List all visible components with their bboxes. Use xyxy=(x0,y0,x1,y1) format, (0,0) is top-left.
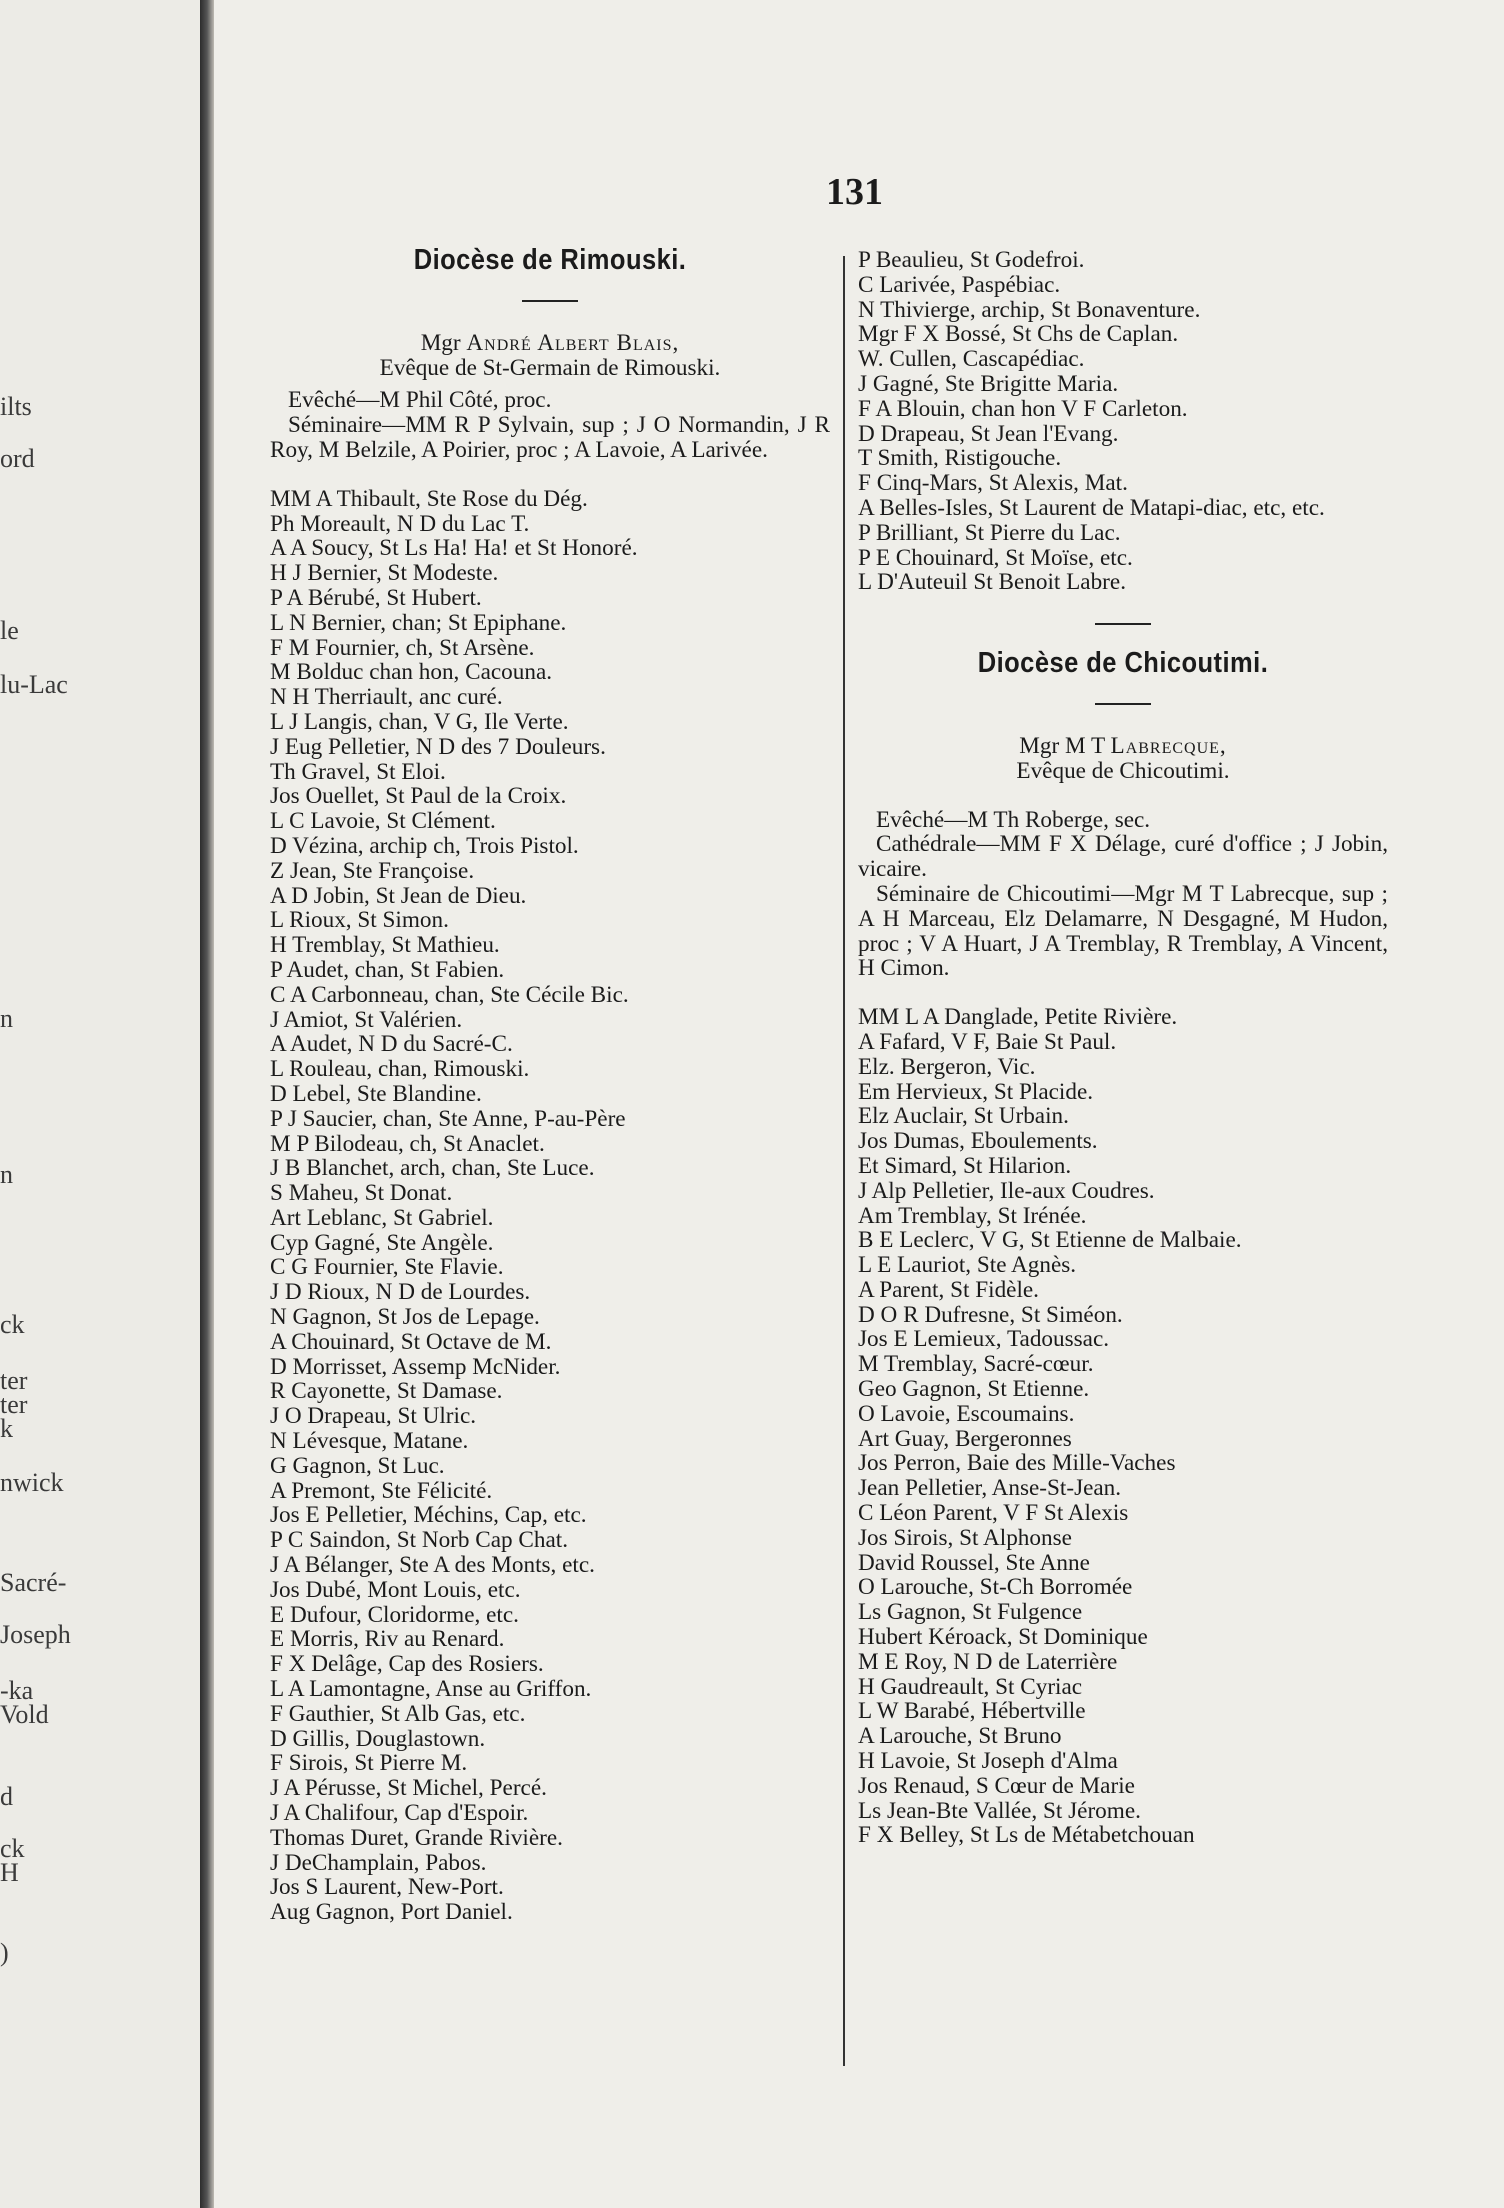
list-item: F Sirois, St Pierre M. xyxy=(270,1750,468,1777)
list-item: L Rouleau, chan, Rimouski. xyxy=(270,1056,530,1083)
list-item: M E Roy, N D de Laterrière xyxy=(858,1648,1118,1675)
margin-fragment: ter xyxy=(0,1390,28,1419)
list-item: D Vézina, archip ch, Trois Pistol. xyxy=(270,832,579,859)
list-item: L A Lamontagne, Anse au Griffon. xyxy=(270,1676,592,1703)
list-item: J DeChamplain, Pabos. xyxy=(270,1849,487,1876)
margin-fragment: Vold xyxy=(0,1700,49,1729)
list-item: H Gaudreault, St Cyriac xyxy=(858,1673,1083,1700)
margin-fragment: ck xyxy=(0,1310,25,1339)
list-item: T Smith, Ristigouche. xyxy=(858,445,1062,472)
list-item: D Drapeau, St Jean l'Evang. xyxy=(858,420,1119,447)
rimouski-seminaire: Séminaire—MM R P Sylvain, sup ; J O Normandin, J R Roy, M Belzile, A Poirier, proc ; A Lavoie, A Larivée. xyxy=(270,412,830,463)
list-item: D Lebel, Ste Blandine. xyxy=(270,1080,482,1107)
list-item: A Audet, N D du Sacré-C. xyxy=(270,1031,513,1058)
list-item: D Morrisset, Assemp McNider. xyxy=(270,1353,561,1380)
list-item: J Gagné, Ste Brigitte Maria. xyxy=(858,370,1119,397)
margin-fragment: ilts xyxy=(0,392,32,421)
list-item: Art Guay, Bergeronnes xyxy=(858,1425,1072,1452)
list-item: David Roussel, Ste Anne xyxy=(858,1549,1090,1576)
margin-fragment: n xyxy=(0,1160,13,1189)
column-divider xyxy=(843,256,845,2066)
list-item: O Lavoie, Escoumains. xyxy=(858,1400,1075,1427)
list-item: H J Bernier, St Modeste. xyxy=(270,560,499,587)
list-item: G Gagnon, St Luc. xyxy=(270,1452,445,1479)
list-item: F Gauthier, St Alb Gas, etc. xyxy=(270,1700,526,1727)
list-item: P Brilliant, St Pierre du Lac. xyxy=(858,519,1121,546)
list-item: M P Bilodeau, ch, St Anaclet. xyxy=(270,1130,545,1157)
list-item: Jos Dumas, Eboulements. xyxy=(858,1128,1098,1155)
list-item: J A Pérusse, St Michel, Percé. xyxy=(270,1775,547,1802)
list-item: L J Langis, chan, V G, Ile Verte. xyxy=(270,708,569,735)
list-item: J Eug Pelletier, N D des 7 Douleurs. xyxy=(270,733,606,760)
margin-fragment: ter xyxy=(0,1366,28,1395)
list-item: F X Delâge, Cap des Rosiers. xyxy=(270,1651,544,1678)
rimouski-clergy-list-continued xyxy=(858,248,1388,595)
list-item: L E Lauriot, Ste Agnès. xyxy=(858,1252,1077,1279)
list-item: Jos Sirois, St Alphonse xyxy=(858,1524,1072,1551)
list-item: M Bolduc chan hon, Cacouna. xyxy=(270,659,553,686)
list-item: Am Tremblay, St Irénée. xyxy=(858,1202,1087,1229)
list-item: F Cinq-Mars, St Alexis, Mat. xyxy=(858,470,1128,497)
chicoutimi-cathedrale: Cathédrale—MM F X Délage, curé d'office ; J Jobin, vicaire. xyxy=(858,831,1388,883)
list-item: P C Saindon, St Norb Cap Chat. xyxy=(270,1527,569,1554)
list-item: P E Chouinard, St Moïse, etc. xyxy=(858,544,1133,571)
list-item: Geo Gagnon, St Etienne. xyxy=(858,1376,1090,1403)
column-left xyxy=(270,244,830,1926)
list-item: Em Hervieux, St Placide. xyxy=(858,1078,1094,1105)
list-item: L W Barabé, Hébertville xyxy=(858,1698,1086,1725)
rimouski-clergy-list xyxy=(270,487,830,1925)
list-item: Jos Ouellet, St Paul de la Croix. xyxy=(270,783,567,810)
chicoutimi-clergy-list xyxy=(858,1005,1388,1848)
list-item: P Beaulieu, St Godefroi. xyxy=(858,247,1085,273)
list-item: C Larivée, Paspébiac. xyxy=(858,271,1061,298)
page-number: 131 xyxy=(826,171,883,213)
list-item: Jos Renaud, S Cœur de Marie xyxy=(858,1772,1135,1799)
list-item: E Dufour, Cloridorme, etc. xyxy=(270,1601,519,1628)
list-item: J Alp Pelletier, Ile-aux Coudres. xyxy=(858,1177,1155,1204)
list-item: Et Simard, St Hilarion. xyxy=(858,1152,1072,1179)
chicoutimi-heading: Diocèse de Chicoutimi. xyxy=(977,647,1269,680)
margin-fragment: H xyxy=(0,1858,19,1887)
margin-fragment: -ka xyxy=(0,1676,34,1705)
list-item: L N Bernier, chan; St Epiphane. xyxy=(270,609,567,636)
list-item: N Thivierge, archip, St Bonaventure. xyxy=(858,296,1201,323)
list-item: F M Fournier, ch, St Arsène. xyxy=(270,634,535,661)
margin-fragment: k xyxy=(0,1414,13,1443)
bishop-prefix: Mgr M T xyxy=(1019,732,1105,759)
column-right xyxy=(858,248,1388,1848)
bishop-prefix: Mgr xyxy=(420,329,461,356)
list-item: Jos E Pelletier, Méchins, Cap, etc. xyxy=(270,1502,587,1529)
margin-fragment: ord xyxy=(0,444,35,473)
list-item: P Audet, chan, St Fabien. xyxy=(270,956,505,983)
list-item: L Rioux, St Simon. xyxy=(270,907,449,934)
list-item: Art Leblanc, St Gabriel. xyxy=(270,1204,494,1231)
list-item: D O R Dufresne, St Siméon. xyxy=(858,1301,1123,1328)
bishop-name: Labrecque, xyxy=(1110,732,1227,759)
list-item: R Cayonette, St Damase. xyxy=(270,1378,503,1405)
list-item: J B Blanchet, arch, chan, Ste Luce. xyxy=(270,1155,595,1182)
list-item: Jos S Laurent, New-Port. xyxy=(270,1874,504,1901)
list-item: Hubert Kéroack, St Dominique xyxy=(858,1624,1148,1651)
list-item: A A Soucy, St Ls Ha! Ha! et St Honoré. xyxy=(270,535,638,562)
list-item: D Gillis, Douglastown. xyxy=(270,1725,486,1752)
list-item: J Amiot, St Valérien. xyxy=(270,1006,463,1033)
list-item: F A Blouin, chan hon V F Carleton. xyxy=(858,395,1188,422)
margin-fragment: d xyxy=(0,1782,13,1811)
list-item: N Gagnon, St Jos de Lepage. xyxy=(270,1304,540,1331)
chicoutimi-seminaire: Séminaire de Chicoutimi—Mgr M T Labrecque, sup ; A H Marceau, Elz Delamarre, N Desgagné, M Hudon, proc ; V A Huart, J A Tremblay, R Tremblay, A Vincent, H Cimon. xyxy=(858,880,1388,982)
list-item: J A Bélanger, Ste A des Monts, etc. xyxy=(270,1552,595,1579)
bishop-name-line xyxy=(270,331,830,356)
list-item: N H Therriault, anc curé. xyxy=(270,684,503,711)
margin-fragment: Joseph xyxy=(0,1620,71,1649)
list-item: Jean Pelletier, Anse-St-Jean. xyxy=(858,1475,1122,1502)
list-item: H Tremblay, St Mathieu. xyxy=(270,932,500,959)
list-item: Elz. Bergeron, Vic. xyxy=(858,1053,1036,1080)
list-item: W. Cullen, Cascapédiac. xyxy=(858,346,1085,373)
list-item: C A Carbonneau, chan, Ste Cécile Bic. xyxy=(270,981,629,1008)
list-item: A Belles-Isles, St Laurent de Matapi-diac, etc, etc. xyxy=(858,494,1325,521)
list-item: P A Bérubé, St Hubert. xyxy=(270,584,482,611)
margin-fragment: Sacré- xyxy=(0,1568,67,1597)
list-item: A Chouinard, St Octave de M. xyxy=(270,1328,552,1355)
list-item: O Larouche, St-Ch Borromée xyxy=(858,1574,1133,1601)
margin-fragment: n xyxy=(0,1004,13,1033)
bishop-title: Evêque de Chicoutimi. xyxy=(1016,757,1230,784)
list-item: Ls Gagnon, St Fulgence xyxy=(858,1599,1083,1626)
list-item: E Morris, Riv au Renard. xyxy=(270,1626,505,1653)
list-item: J O Drapeau, St Ulric. xyxy=(270,1403,477,1430)
book-gutter xyxy=(200,0,214,2208)
list-item: Elz Auclair, St Urbain. xyxy=(858,1103,1069,1130)
list-item: Th Gravel, St Eloi. xyxy=(270,758,446,785)
list-item: A Fafard, V F, Baie St Paul. xyxy=(858,1028,1117,1055)
list-item: Thomas Duret, Grande Rivière. xyxy=(270,1824,563,1851)
list-item: H Lavoie, St Joseph d'Alma xyxy=(858,1748,1118,1775)
rimouski-heading: Diocèse de Rimouski. xyxy=(413,244,687,276)
list-item: A Premont, Ste Félicité. xyxy=(270,1477,493,1504)
list-item: J A Chalifour, Cap d'Espoir. xyxy=(270,1800,529,1827)
section-rule xyxy=(1095,703,1151,705)
list-item: Aug Gagnon, Port Daniel. xyxy=(270,1899,513,1926)
rimouski-bishop xyxy=(270,331,830,381)
margin-fragment: ) xyxy=(0,1938,9,1967)
chicoutimi-eveche: Evêché—M Th Roberge, sec. xyxy=(876,806,1151,833)
list-item: Jos E Lemieux, Tadoussac. xyxy=(858,1326,1110,1353)
bishop-name-line xyxy=(858,734,1388,759)
list-item: C Léon Parent, V F St Alexis xyxy=(858,1500,1129,1527)
bishop-title: Evêque de St-Germain de Rimouski. xyxy=(379,354,721,381)
list-item: Ls Jean-Bte Vallée, St Jérome. xyxy=(858,1797,1141,1824)
list-item: P J Saucier, chan, Ste Anne, P-au-Père xyxy=(270,1105,626,1132)
list-item: A Larouche, St Bruno xyxy=(858,1723,1062,1750)
list-item: N Lévesque, Matane. xyxy=(270,1428,469,1455)
list-item: F X Belley, St Ls de Métabetchouan xyxy=(858,1822,1195,1849)
list-item: Jos Perron, Baie des Mille-Vaches xyxy=(858,1450,1176,1477)
facing-page-edge xyxy=(0,0,200,2208)
list-item: Mgr F X Bossé, St Chs de Caplan. xyxy=(858,321,1179,348)
list-item: Jos Dubé, Mont Louis, etc. xyxy=(270,1576,521,1603)
list-item: Cyp Gagné, Ste Angèle. xyxy=(270,1229,494,1256)
list-item: B E Leclerc, V G, St Etienne de Malbaie. xyxy=(858,1227,1242,1254)
list-item: C G Fournier, Ste Flavie. xyxy=(270,1254,504,1281)
bishop-name: André Albert Blais, xyxy=(466,329,680,356)
list-item: MM L A Danglade, Petite Rivière. xyxy=(858,1004,1178,1031)
list-item: L D'Auteuil St Benoit Labre. xyxy=(858,569,1126,596)
list-item: A D Jobin, St Jean de Dieu. xyxy=(270,882,527,909)
list-item: M Tremblay, Sacré-cœur. xyxy=(858,1351,1094,1378)
margin-fragment: ck xyxy=(0,1834,25,1863)
margin-fragment: nwick xyxy=(0,1468,64,1497)
list-item: MM A Thibault, Ste Rose du Dég. xyxy=(270,485,588,512)
list-item: Ph Moreault, N D du Lac T. xyxy=(270,510,530,537)
list-item: J D Rioux, N D de Lourdes. xyxy=(270,1279,531,1306)
list-item: A Parent, St Fidèle. xyxy=(858,1276,1039,1303)
margin-fragment: lu-Lac xyxy=(0,670,68,699)
list-item: S Mahеu, St Donat. xyxy=(270,1180,453,1207)
rimouski-eveche: Evêché—M Phil Côté, proc. xyxy=(288,387,552,414)
section-rule xyxy=(1095,623,1151,625)
list-item: L C Lavoie, St Clément. xyxy=(270,808,496,835)
list-item: Z Jean, Ste Françoise. xyxy=(270,857,475,884)
margin-fragment: le xyxy=(0,616,19,645)
section-rule xyxy=(522,300,578,302)
chicoutimi-bishop xyxy=(858,734,1388,784)
